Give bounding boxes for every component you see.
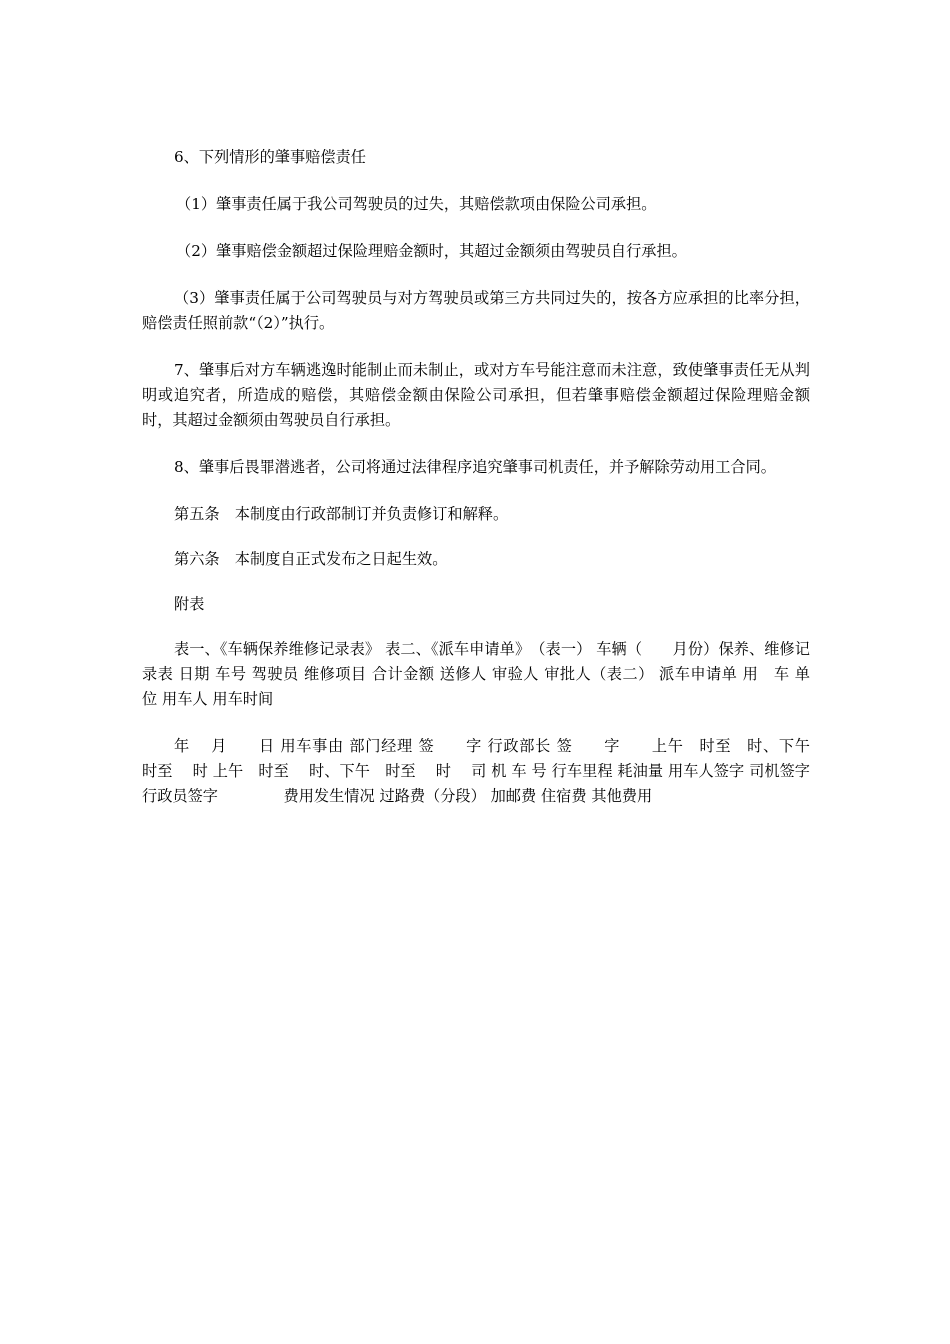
clause-8: 8、肇事后畏罪潜逃者，公司将通过法律程序追究肇事司机责任，并予解除劳动用工合同。	[174, 458, 776, 476]
document-body	[142, 145, 826, 831]
clause-6-heading: 6、下列情形的肇事赔偿责任	[174, 148, 366, 166]
clause-6-item-3: （3）肇事责任属于公司驾驶员与对方驾驶员或第三方共同过失的，按各方应承担的比率分担，赔偿责任照前款“（2）”执行。	[142, 289, 810, 332]
clause-7: 7、肇事后对方车辆逃逸时能制止而未制止，或对方车号能注意而未注意，致使肇事责任无从判明或追究者，所造成的赔偿，其赔偿金额由保险公司承担，但若肇事赔偿金额超过保险理赔金额时，其超过金额须由驾驶员自行承担。	[142, 361, 810, 429]
appendix-heading: 附表	[174, 595, 205, 613]
article-6: 第六条 本制度自正式发布之日起生效。	[174, 550, 448, 568]
article-5: 第五条 本制度由行政部制订并负责修订和解释。	[174, 505, 509, 523]
clause-6-item-1: （1）肇事责任属于我公司驾驶员的过失，其赔偿款项由保险公司承担。	[176, 195, 657, 213]
appendix-form-fields: 年 月 日 用车事由 部门经理 签 字 行政部长 签 字 上午 时至 时、下午 时至 时 上午 时至 时、下午 时至 时 司 机 车 号 行车里程 耗油量 用车人签字 司机签字 行政员签字 费用发生情况 过路费（分段） 加邮费 住宿费 其他费用	[142, 737, 826, 805]
clause-6-item-2: （2）肇事赔偿金额超过保险理赔金额时，其超过金额须由驾驶员自行承担。	[176, 242, 687, 260]
appendix-tables-list: 表一、《车辆保养维修记录表》 表二、《派车申请单》 （表一） 车辆（ 月份）保养、维修记录表 日期 车号 驾驶员 维修项目 合计金额 送修人 审验人 审批人（表二） 派车申请单 用 车 单 位 用车人 用车时间	[142, 640, 826, 708]
